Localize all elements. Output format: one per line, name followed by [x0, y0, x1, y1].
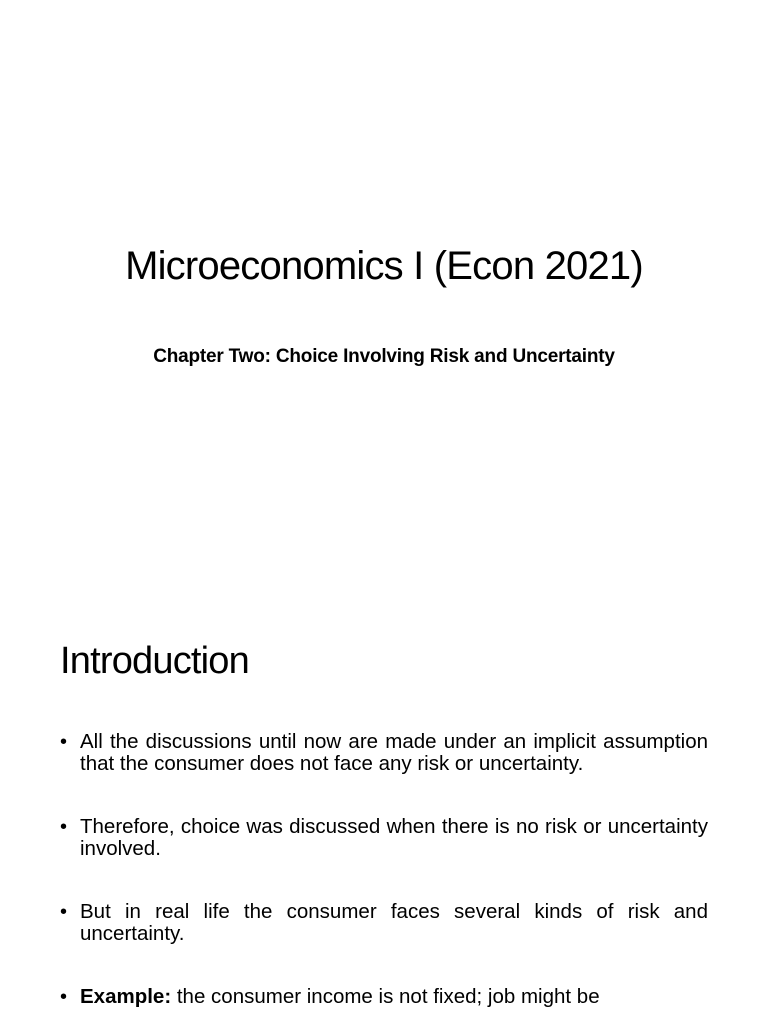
bullet-item: [60, 816, 708, 860]
bullet-item: [60, 986, 708, 1008]
bullet-text: Therefore, choice was discussed when there is no risk or uncertainty involved.: [80, 815, 708, 860]
course-title: Microeconomics I (Econ 2021): [125, 244, 643, 288]
bullet-list: [60, 731, 708, 1024]
bullet-icon: •: [60, 986, 68, 1008]
bullet-text: All the discussions until now are made under an implicit assumption that the consumer does not face any risk or uncertainty.: [80, 730, 708, 775]
bullet-lead: Example:: [80, 985, 172, 1008]
bullet-item: [60, 731, 708, 775]
bullet-icon: •: [60, 901, 68, 923]
section-heading: Introduction: [60, 640, 249, 682]
bullet-icon: •: [60, 731, 68, 753]
chapter-subtitle: Chapter Two: Choice Involving Risk and Uncertainty: [153, 346, 615, 367]
introduction-slide: [0, 576, 768, 1024]
bullet-text: But in real life the consumer faces several kinds of risk and uncertainty.: [80, 900, 708, 945]
bullet-icon: •: [60, 816, 68, 838]
bullet-text: the consumer income is not fixed; job might be: [171, 985, 600, 1008]
bullet-item: [60, 901, 708, 945]
